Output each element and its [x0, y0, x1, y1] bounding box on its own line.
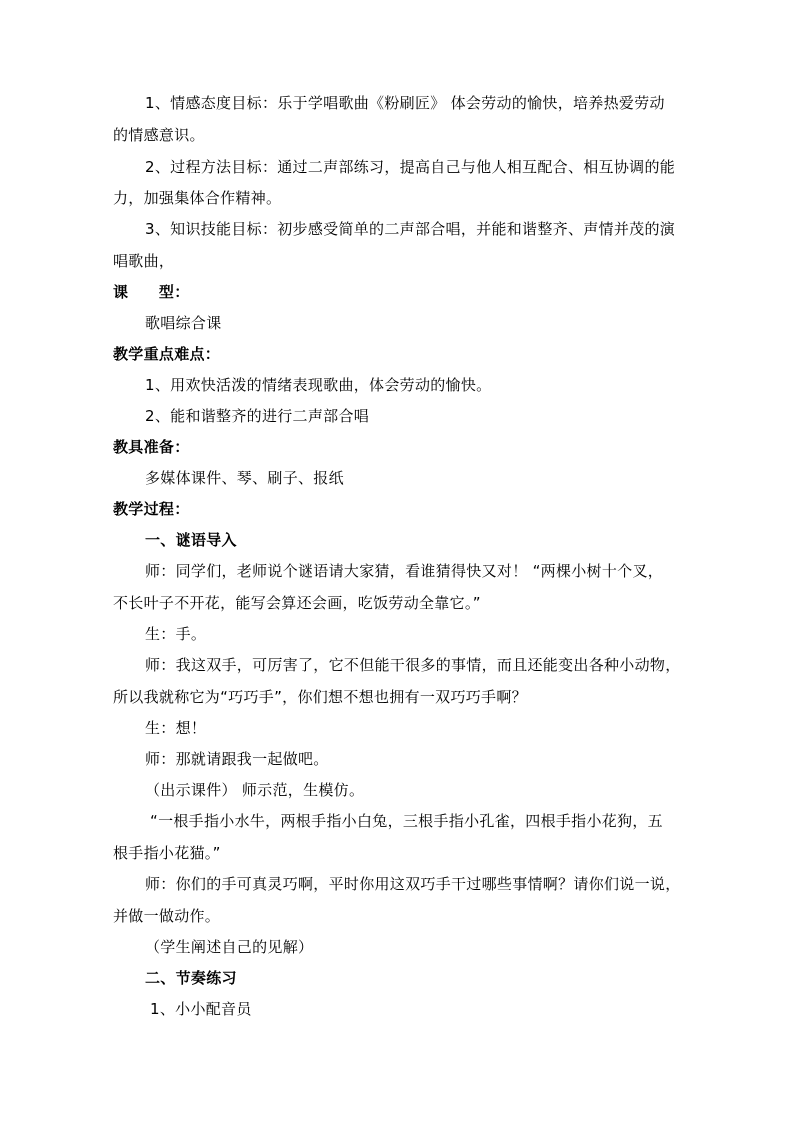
paragraph-riddle-line-1: 师：同学们，老师说个谜语请大家猜，看谁猜得快又对！ “两棵小树十个叉，: [145, 562, 664, 580]
materials-heading: 教具准备：: [113, 438, 190, 456]
goal-3-line-1: 3、知识技能目标：初步感受简单的二声部合唱，并能和谐整齐、声情并茂的演: [145, 220, 676, 238]
key-point-item-2: 2、能和谐整齐的进行二声部合唱: [145, 407, 370, 425]
paragraph-finger-rhyme-line-1: “一根手指小水牛，两根手指小白兔，三根手指小孔雀，四根手指小花狗，五: [150, 812, 663, 830]
goal-2-line-1: 2、过程方法目标：通过二声部练习，提高自己与他人相互配合、相互协调的能: [145, 158, 676, 176]
paragraph-teacher-follow: 师：那就请跟我一起做吧。: [145, 750, 329, 768]
lesson-type-heading: 课 型：: [113, 283, 190, 301]
goal-1-line-1: 1、情感态度目标：乐于学唱歌曲《粉刷匠》 体会劳动的愉快，培养热爱劳动: [145, 94, 665, 112]
paragraph-teacher-hands-line-1: 师：我这双手，可厉害了，它不但能干很多的事情，而且还能变出各种小动物，: [145, 656, 681, 674]
paragraph-teacher-question-line-2: 并做一做动作。: [113, 907, 221, 925]
paragraph-show-courseware: （出示课件） 师示范，生模仿。: [145, 781, 365, 799]
paragraph-finger-rhyme-line-2: 根手指小花猫。”: [113, 844, 221, 862]
section-1-title: 一、谜语导入: [145, 531, 237, 549]
paragraph-riddle-line-2: 不长叶子不开花，能写会算还会画，吃饭劳动全靠它。”: [113, 594, 481, 612]
lesson-type-value: 歌唱综合课: [145, 314, 222, 332]
section-2-title: 二、节奏练习: [145, 969, 237, 987]
paragraph-teacher-question-line-1: 师：你们的手可真灵巧啊，平时你用这双巧手干过哪些事情啊？请你们说一说，: [145, 875, 681, 893]
materials-value: 多媒体课件、琴、刷子、报纸: [145, 469, 344, 487]
key-points-heading: 教学重点难点：: [113, 345, 221, 363]
subsection-1-title: 1、小小配音员: [150, 1000, 252, 1018]
paragraph-student-opinion: （学生阐述自己的见解）: [145, 938, 314, 956]
paragraph-student-want: 生：想！: [145, 719, 207, 737]
key-point-item-1: 1、用欢快活泼的情绪表现歌曲，体会劳动的愉快。: [145, 376, 492, 394]
goal-3-line-2: 唱歌曲，: [113, 252, 175, 270]
paragraph-student-answer: 生：手。: [145, 625, 207, 643]
goal-1-line-2: 的情感意识。: [113, 126, 205, 144]
goal-2-line-2: 力，加强集体合作精神。: [113, 189, 282, 207]
process-heading: 教学过程：: [113, 500, 190, 518]
paragraph-teacher-hands-line-2: 所以我就称它为“巧巧手”，你们想不想也拥有一双巧巧手啊？: [113, 688, 527, 706]
